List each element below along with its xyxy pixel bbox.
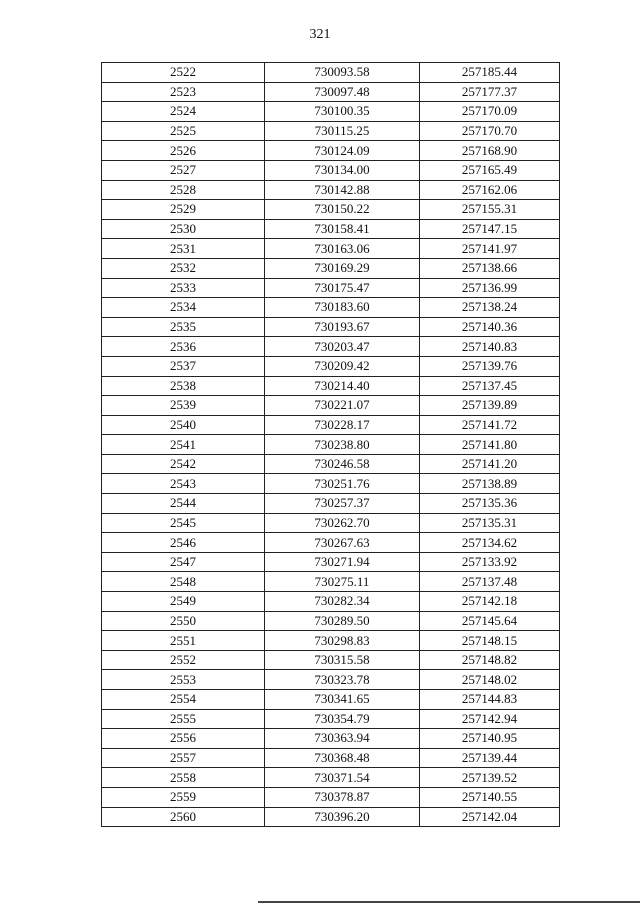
table-row [102, 513, 560, 533]
point-number-cell: 2532 [102, 258, 265, 278]
point-number-cell: 2531 [102, 239, 265, 259]
y-coordinate-cell: 257134.62 [420, 533, 560, 553]
table-row [102, 298, 560, 318]
table-row [102, 356, 560, 376]
x-coordinate-cell: 730097.48 [265, 82, 420, 102]
y-coordinate-cell: 257141.20 [420, 454, 560, 474]
y-coordinate-cell: 257140.36 [420, 317, 560, 337]
table-row [102, 729, 560, 749]
table-row [102, 63, 560, 83]
x-coordinate-cell: 730214.40 [265, 376, 420, 396]
y-coordinate-cell: 257138.89 [420, 474, 560, 494]
point-number-cell: 2527 [102, 160, 265, 180]
table-row [102, 611, 560, 631]
x-coordinate-cell: 730378.87 [265, 787, 420, 807]
point-number-cell: 2548 [102, 572, 265, 592]
point-number-cell: 2555 [102, 709, 265, 729]
x-coordinate-cell: 730354.79 [265, 709, 420, 729]
y-coordinate-cell: 257147.15 [420, 219, 560, 239]
point-number-cell: 2538 [102, 376, 265, 396]
y-coordinate-cell: 257137.48 [420, 572, 560, 592]
x-coordinate-cell: 730175.47 [265, 278, 420, 298]
point-number-cell: 2550 [102, 611, 265, 631]
y-coordinate-cell: 257170.09 [420, 102, 560, 122]
point-number-cell: 2525 [102, 121, 265, 141]
x-coordinate-cell: 730298.83 [265, 631, 420, 651]
x-coordinate-cell: 730262.70 [265, 513, 420, 533]
x-coordinate-cell: 730238.80 [265, 435, 420, 455]
table-row [102, 533, 560, 553]
y-coordinate-cell: 257170.70 [420, 121, 560, 141]
table-row [102, 670, 560, 690]
x-coordinate-cell: 730251.76 [265, 474, 420, 494]
y-coordinate-cell: 257177.37 [420, 82, 560, 102]
y-coordinate-cell: 257141.97 [420, 239, 560, 259]
point-number-cell: 2547 [102, 552, 265, 572]
y-coordinate-cell: 257139.44 [420, 748, 560, 768]
x-coordinate-cell: 730169.29 [265, 258, 420, 278]
table-row [102, 572, 560, 592]
y-coordinate-cell: 257155.31 [420, 200, 560, 220]
table-row [102, 121, 560, 141]
table-row [102, 748, 560, 768]
x-coordinate-cell: 730100.35 [265, 102, 420, 122]
y-coordinate-cell: 257148.82 [420, 650, 560, 670]
point-number-cell: 2549 [102, 592, 265, 612]
x-coordinate-cell: 730150.22 [265, 200, 420, 220]
point-number-cell: 2536 [102, 337, 265, 357]
y-coordinate-cell: 257139.76 [420, 356, 560, 376]
point-number-cell: 2554 [102, 690, 265, 710]
table-row [102, 180, 560, 200]
point-number-cell: 2544 [102, 494, 265, 514]
x-coordinate-cell: 730209.42 [265, 356, 420, 376]
y-coordinate-cell: 257139.89 [420, 396, 560, 416]
point-number-cell: 2526 [102, 141, 265, 161]
table-row [102, 141, 560, 161]
table-row [102, 435, 560, 455]
point-number-cell: 2522 [102, 63, 265, 83]
x-coordinate-cell: 730341.65 [265, 690, 420, 710]
y-coordinate-cell: 257162.06 [420, 180, 560, 200]
x-coordinate-cell: 730134.00 [265, 160, 420, 180]
x-coordinate-cell: 730282.34 [265, 592, 420, 612]
y-coordinate-cell: 257135.31 [420, 513, 560, 533]
point-number-cell: 2541 [102, 435, 265, 455]
table-row [102, 376, 560, 396]
table-row [102, 690, 560, 710]
x-coordinate-cell: 730315.58 [265, 650, 420, 670]
y-coordinate-cell: 257142.04 [420, 807, 560, 827]
x-coordinate-cell: 730363.94 [265, 729, 420, 749]
y-coordinate-cell: 257141.80 [420, 435, 560, 455]
table-row [102, 396, 560, 416]
table-row [102, 82, 560, 102]
table-row [102, 200, 560, 220]
table-row [102, 650, 560, 670]
y-coordinate-cell: 257133.92 [420, 552, 560, 572]
point-number-cell: 2560 [102, 807, 265, 827]
y-coordinate-cell: 257148.15 [420, 631, 560, 651]
table-row [102, 258, 560, 278]
point-number-cell: 2528 [102, 180, 265, 200]
x-coordinate-cell: 730246.58 [265, 454, 420, 474]
point-number-cell: 2545 [102, 513, 265, 533]
y-coordinate-cell: 257140.95 [420, 729, 560, 749]
y-coordinate-cell: 257138.24 [420, 298, 560, 318]
x-coordinate-cell: 730203.47 [265, 337, 420, 357]
x-coordinate-cell: 730323.78 [265, 670, 420, 690]
y-coordinate-cell: 257141.72 [420, 415, 560, 435]
point-number-cell: 2535 [102, 317, 265, 337]
x-coordinate-cell: 730124.09 [265, 141, 420, 161]
y-coordinate-cell: 257142.94 [420, 709, 560, 729]
table-row [102, 239, 560, 259]
point-number-cell: 2542 [102, 454, 265, 474]
x-coordinate-cell: 730193.67 [265, 317, 420, 337]
y-coordinate-cell: 257137.45 [420, 376, 560, 396]
y-coordinate-cell: 257139.52 [420, 768, 560, 788]
table-row [102, 337, 560, 357]
x-coordinate-cell: 730371.54 [265, 768, 420, 788]
x-coordinate-cell: 730257.37 [265, 494, 420, 514]
x-coordinate-cell: 730368.48 [265, 748, 420, 768]
x-coordinate-cell: 730275.11 [265, 572, 420, 592]
point-number-cell: 2529 [102, 200, 265, 220]
point-number-cell: 2557 [102, 748, 265, 768]
y-coordinate-cell: 257136.99 [420, 278, 560, 298]
point-number-cell: 2539 [102, 396, 265, 416]
y-coordinate-cell: 257185.44 [420, 63, 560, 83]
point-number-cell: 2552 [102, 650, 265, 670]
y-coordinate-cell: 257142.18 [420, 592, 560, 612]
y-coordinate-cell: 257140.55 [420, 787, 560, 807]
table-row [102, 494, 560, 514]
point-number-cell: 2556 [102, 729, 265, 749]
y-coordinate-cell: 257135.36 [420, 494, 560, 514]
point-number-cell: 2533 [102, 278, 265, 298]
x-coordinate-cell: 730115.25 [265, 121, 420, 141]
y-coordinate-cell: 257148.02 [420, 670, 560, 690]
table-row [102, 709, 560, 729]
coordinates-table [101, 62, 560, 827]
y-coordinate-cell: 257144.83 [420, 690, 560, 710]
point-number-cell: 2558 [102, 768, 265, 788]
point-number-cell: 2540 [102, 415, 265, 435]
point-number-cell: 2559 [102, 787, 265, 807]
x-coordinate-cell: 730183.60 [265, 298, 420, 318]
y-coordinate-cell: 257140.83 [420, 337, 560, 357]
table-row [102, 631, 560, 651]
point-number-cell: 2524 [102, 102, 265, 122]
point-number-cell: 2553 [102, 670, 265, 690]
point-number-cell: 2546 [102, 533, 265, 553]
table-row [102, 160, 560, 180]
x-coordinate-cell: 730267.63 [265, 533, 420, 553]
point-number-cell: 2551 [102, 631, 265, 651]
table-row [102, 278, 560, 298]
table-row [102, 787, 560, 807]
x-coordinate-cell: 730093.58 [265, 63, 420, 83]
x-coordinate-cell: 730396.20 [265, 807, 420, 827]
x-coordinate-cell: 730221.07 [265, 396, 420, 416]
y-coordinate-cell: 257168.90 [420, 141, 560, 161]
table-row [102, 454, 560, 474]
table-row [102, 102, 560, 122]
table-row [102, 317, 560, 337]
x-coordinate-cell: 730289.50 [265, 611, 420, 631]
point-number-cell: 2543 [102, 474, 265, 494]
y-coordinate-cell: 257165.49 [420, 160, 560, 180]
table-row [102, 768, 560, 788]
x-coordinate-cell: 730271.94 [265, 552, 420, 572]
x-coordinate-cell: 730228.17 [265, 415, 420, 435]
table-row [102, 219, 560, 239]
table-row [102, 415, 560, 435]
y-coordinate-cell: 257138.66 [420, 258, 560, 278]
coordinates-table-body [102, 63, 560, 827]
page-number: 321 [309, 27, 331, 42]
x-coordinate-cell: 730158.41 [265, 219, 420, 239]
point-number-cell: 2530 [102, 219, 265, 239]
y-coordinate-cell: 257145.64 [420, 611, 560, 631]
table-row [102, 592, 560, 612]
table-row [102, 552, 560, 572]
point-number-cell: 2534 [102, 298, 265, 318]
point-number-cell: 2523 [102, 82, 265, 102]
table-row [102, 474, 560, 494]
x-coordinate-cell: 730163.06 [265, 239, 420, 259]
footer-rule [258, 901, 640, 903]
x-coordinate-cell: 730142.88 [265, 180, 420, 200]
point-number-cell: 2537 [102, 356, 265, 376]
table-row [102, 807, 560, 827]
